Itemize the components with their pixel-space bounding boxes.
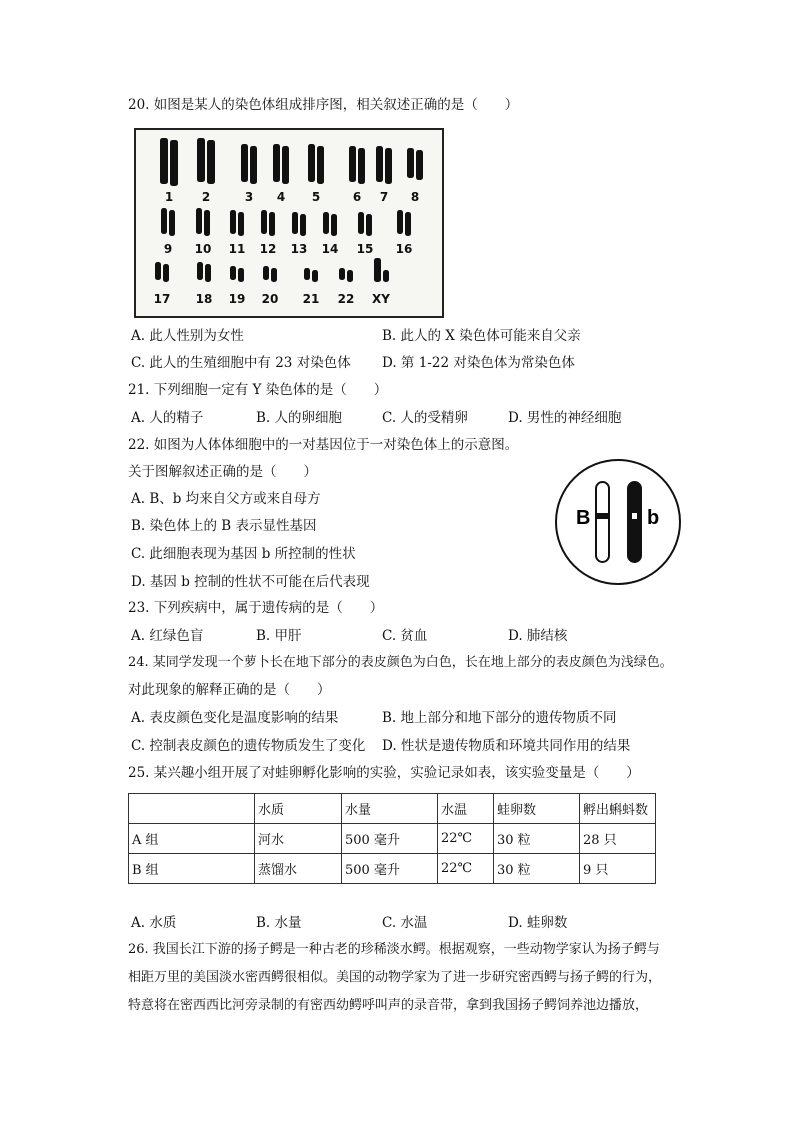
chromosome	[397, 210, 403, 234]
q22-stem: 22. 如图为人体体细胞中的一对基因位于一对染色体上的示意图。	[128, 437, 519, 453]
chromosome	[312, 270, 318, 282]
chromosome	[273, 144, 280, 182]
chromosome	[197, 262, 203, 280]
q20-option-d[interactable]: D. 第 1-22 对染色体为常染色体	[382, 355, 575, 371]
karyo-label: 2	[201, 190, 211, 204]
q23-option-d[interactable]: D. 肺结核	[508, 628, 568, 644]
karyo-label: 6	[352, 190, 362, 204]
karyo-label: 11	[228, 242, 246, 256]
chromosome	[160, 138, 168, 184]
chromosome	[323, 212, 329, 234]
chromosome-x	[374, 258, 381, 282]
q26-line-1: 26. 我国长江下游的扬子鳄是一种古老的珍稀淡水鳄。根据观察，一些动物学家认为扬子鳄与	[128, 942, 660, 957]
karyo-label: 19	[228, 292, 246, 306]
chromosome	[405, 212, 411, 236]
karyo-label: 13	[290, 242, 308, 256]
table-cell: B 组	[129, 854, 255, 884]
chromosome	[407, 148, 414, 178]
table-row	[129, 824, 656, 854]
chromosome	[238, 212, 244, 236]
karyo-label: XY	[372, 292, 390, 306]
q23-option-b[interactable]: B. 甲肝	[256, 628, 302, 644]
chromosome	[250, 146, 257, 184]
q23-option-c[interactable]: C. 贫血	[382, 628, 428, 644]
q21-option-a[interactable]: A. 人的精子	[131, 410, 204, 426]
q21-option-c[interactable]: C. 人的受精卵	[382, 410, 468, 426]
chromosome	[230, 266, 236, 280]
chromosome	[261, 210, 267, 234]
chromosome	[269, 212, 275, 236]
chromosome	[238, 268, 244, 282]
chromosome	[358, 148, 365, 184]
q24-option-c[interactable]: C. 控制表皮颜色的遗传物质发生了变化	[131, 738, 366, 754]
chromosome	[230, 210, 236, 234]
chromosome	[155, 262, 161, 280]
q22-option-d[interactable]: D. 基因 b 控制的性状不可能在后代表现	[131, 574, 370, 590]
q22-option-a[interactable]: A. B、b 均来自父方或来自母方	[131, 491, 321, 507]
q23-option-a[interactable]: A. 红绿色盲	[131, 628, 204, 644]
chromosome	[347, 270, 353, 282]
q24-option-b[interactable]: B. 地上部分和地下部分的遗传物质不同	[382, 710, 617, 726]
karyo-label: 18	[195, 292, 213, 306]
karyo-label: 17	[153, 292, 171, 306]
q20-option-c[interactable]: C. 此人的生殖细胞中有 23 对染色体	[131, 355, 351, 371]
karyo-label: 21	[302, 292, 320, 306]
chromosome	[282, 146, 289, 184]
karyo-label: 14	[321, 242, 339, 256]
table-header-cell	[129, 794, 255, 824]
chromosome	[241, 144, 248, 182]
chromosome	[197, 138, 205, 182]
q25-option-c[interactable]: C. 水温	[382, 915, 428, 931]
karyo-label: 3	[244, 190, 254, 204]
q20-option-a[interactable]: A. 此人性别为女性	[131, 328, 244, 344]
chromosome	[196, 208, 202, 234]
table-cell: 30 粒	[494, 854, 580, 884]
chromosome	[204, 210, 210, 236]
q21-option-b[interactable]: B. 人的卵细胞	[256, 410, 343, 426]
gene-label-b-lower: b	[647, 507, 660, 529]
q21-option-d[interactable]: D. 男性的神经细胞	[508, 410, 622, 426]
karyo-label: 20	[261, 292, 279, 306]
q26-line-2: 相距万里的美国淡水密西鳄很相似。美国的动物学家为了进一步研究密西鳄与扬子鳄的行为，	[128, 970, 662, 985]
karyo-label: 1	[164, 190, 174, 204]
experiment-table	[128, 793, 656, 884]
table-cell: A 组	[129, 824, 255, 854]
chromosome	[317, 146, 324, 184]
q22-stem-cont: 关于图解叙述正确的是（ ）	[128, 464, 317, 480]
chromosome	[292, 212, 298, 234]
table-cell: 30 粒	[494, 824, 580, 854]
table-header-cell: 水量	[342, 794, 438, 824]
chromosome	[331, 214, 337, 236]
table-cell: 28 只	[580, 824, 656, 854]
q24-option-a[interactable]: A. 表皮颜色变化是温度影响的结果	[131, 710, 339, 726]
q24-stem-cont: 对此现象的解释正确的是（ ）	[128, 682, 331, 698]
table-header-row	[129, 794, 656, 824]
table-header-cell: 水温	[438, 794, 494, 824]
gene-pair-figure	[554, 458, 682, 586]
table-cell: 500 毫升	[342, 854, 438, 884]
chromosome	[358, 212, 364, 234]
table-cell: 22℃	[438, 854, 494, 884]
table-cell: 500 毫升	[342, 824, 438, 854]
karyo-label: 15	[356, 242, 374, 256]
q24-stem: 24. 某同学发现一个萝卜长在地下部分的表皮颜色为白色，长在地上部分的表皮颜色为浅绿色。	[128, 655, 673, 670]
q24-option-d[interactable]: D. 性状是遗传物质和环境共同作用的结果	[382, 738, 631, 754]
q25-option-a[interactable]: A. 水质	[131, 915, 177, 931]
q22-option-b[interactable]: B. 染色体上的 B 表示显性基因	[131, 518, 317, 534]
table-cell: 22℃	[438, 824, 494, 854]
chromosome	[416, 150, 423, 180]
chromosome	[205, 264, 211, 282]
gene-label-b-upper: B	[576, 507, 591, 529]
chromosome-y	[383, 270, 389, 282]
q25-stem: 25. 某兴趣小组开展了对蛙卵孵化影响的实验，实验记录如表，该实验变量是（ ）	[128, 765, 640, 781]
q21-stem: 21. 下列细胞一定有 Y 染色体的是（ ）	[128, 382, 388, 398]
table-header-cell: 蛙卵数	[494, 794, 580, 824]
karyo-label: 5	[311, 190, 321, 204]
chromosome	[300, 214, 306, 236]
table-header-cell: 孵出蝌蚪数	[580, 794, 656, 824]
table-cell: 蒸馏水	[255, 854, 342, 884]
chromosome	[170, 140, 178, 186]
chromosome	[339, 268, 345, 280]
chromosome	[304, 268, 310, 280]
karyo-label: 7	[379, 190, 389, 204]
q22-option-c[interactable]: C. 此细胞表现为基因 b 所控制的性状	[131, 546, 356, 562]
chromosome	[385, 148, 392, 184]
chromosome	[169, 210, 175, 236]
chromosome	[161, 208, 167, 234]
karyo-label: 9	[163, 242, 173, 256]
karyo-label: 16	[395, 242, 413, 256]
karyo-label: 8	[410, 190, 420, 204]
table-cell: 河水	[255, 824, 342, 854]
q25-option-b[interactable]: B. 水量	[256, 915, 302, 931]
q25-option-d[interactable]: D. 蛙卵数	[508, 915, 568, 931]
q20-stem: 20. 如图是某人的染色体组成排序图，相关叙述正确的是（ ）	[128, 97, 519, 113]
homologous-chromosome-diagram	[554, 458, 682, 586]
karyo-label: 12	[259, 242, 277, 256]
chromosome	[366, 214, 372, 236]
q20-option-b[interactable]: B. 此人的 X 染色体可能来自父亲	[382, 328, 581, 344]
chromosome	[308, 144, 315, 182]
chromosome	[207, 140, 215, 184]
table-header-cell: 水质	[255, 794, 342, 824]
karyo-label: 4	[276, 190, 286, 204]
q23-stem: 23. 下列疾病中，属于遗传病的是（ ）	[128, 600, 384, 616]
chromosome	[349, 146, 356, 182]
table-cell: 9 只	[580, 854, 656, 884]
karyotype-figure	[134, 128, 444, 318]
table-row	[129, 854, 656, 884]
karyo-label: 22	[337, 292, 355, 306]
chromosome-drawing	[136, 130, 442, 316]
q26-line-3: 特意将在密西西比河旁录制的有密西幼鳄呼叫声的录音带，拿到我国扬子鳄饲养池边播放，	[128, 998, 649, 1013]
chromosome	[271, 268, 277, 282]
chromosome	[263, 266, 269, 280]
karyo-label: 10	[194, 242, 212, 256]
chromosome	[376, 146, 383, 182]
chromosome	[163, 264, 169, 282]
